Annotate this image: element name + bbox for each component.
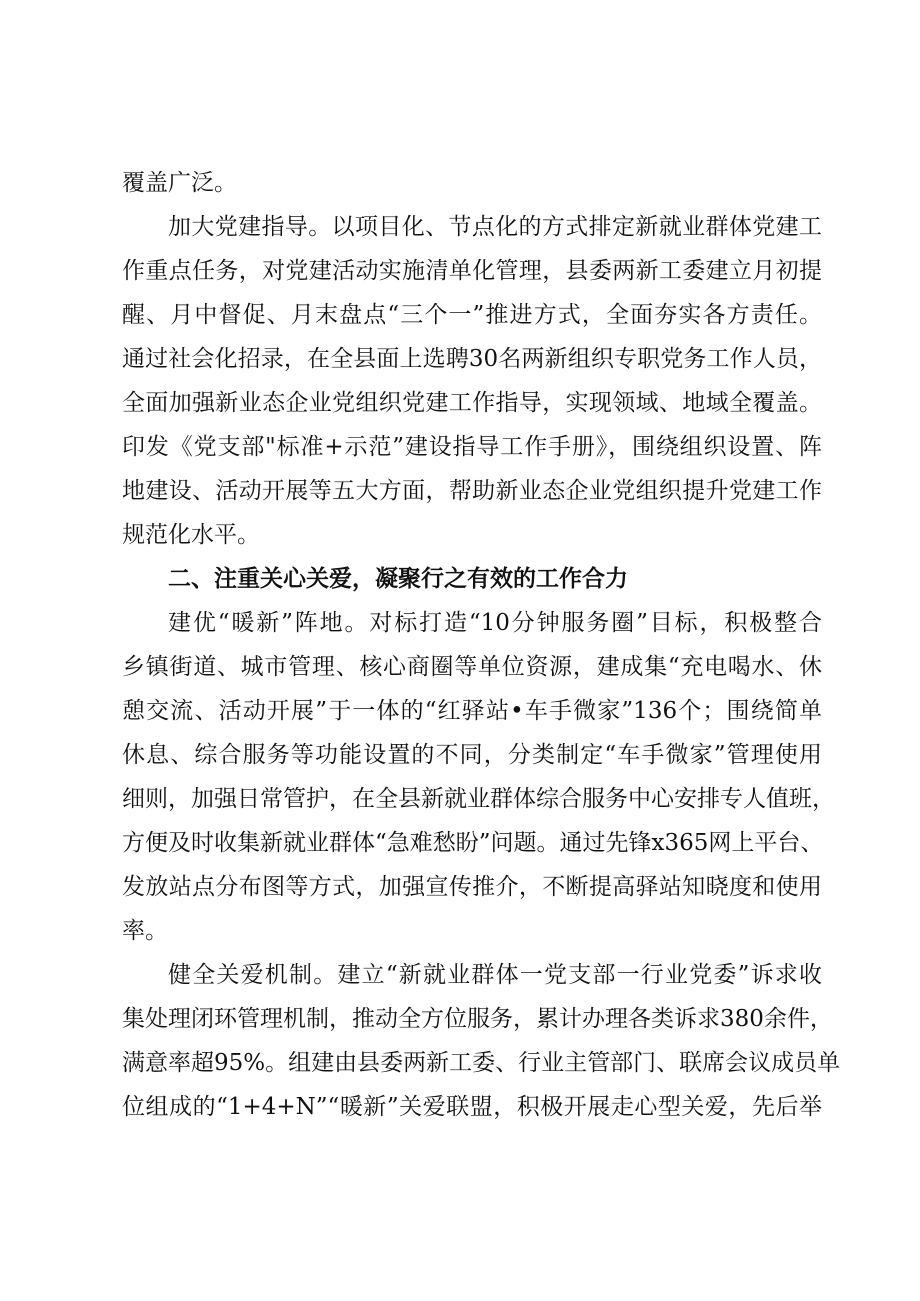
paragraph-line: 方便及时收集新就业群体“急难愁盼”问题。通过先锋x365网上平台、	[122, 830, 824, 856]
paragraph-line: 位组成的“1+4+N”“暖新”关爱联盟，积极开展走心型关爱，先后举	[122, 1094, 822, 1120]
paragraph-line: 集处理闭环管理机制，推动全方位服务，累计办理各类诉求380余件，	[122, 1006, 833, 1032]
paragraph-line: 乡镇街道、城市管理、核心商圈等单位资源，建成集“充电喝水、休	[122, 654, 822, 680]
paragraph-line: 地建设、活动开展等五大方面，帮助新业态企业党组织提升党建工作	[122, 478, 822, 504]
section-heading: 二、注重关心关爱，凝聚行之有效的工作合力	[168, 566, 628, 592]
paragraph-line: 休息、综合服务等功能设置的不同，分类制定“车手微家”管理使用	[122, 742, 822, 768]
paragraph-line: 印发《党支部"标准+示范”建设指导工作手册》，围绕组织设置、阵	[122, 434, 822, 460]
paragraph-line: 健全关爱机制。建立“新就业群体一党支部一行业党委”诉求收	[168, 962, 822, 988]
paragraph-line: 憩交流、活动开展”于一体的“红驿站•车手微家”136个；围绕简单	[122, 698, 822, 724]
paragraph-line: 细则，加强日常管护，在全县新就业群体综合服务中心安排专人值班，	[122, 786, 835, 812]
paragraph-line: 全面加强新业态企业党组织党建工作指导，实现领域、地域全覆盖。	[122, 390, 822, 416]
paragraph-line: 醒、月中督促、月末盘点“三个一”推进方式，全面夯实各方责任。	[122, 302, 822, 328]
paragraph-line: 建优“暖新”阵地。对标打造“10分钟服务圈”目标，积极整合	[168, 610, 822, 636]
paragraph-line: 发放站点分布图等方式，加强宣传推介，不断提高驿站知晓度和使用	[122, 874, 822, 900]
paragraph-line: 规范化水平。	[122, 522, 260, 548]
paragraph-line: 率。	[122, 918, 168, 944]
paragraph-line: 加大党建指导。以项目化、节点化的方式排定新就业群体党建工	[168, 214, 822, 240]
paragraph-line: 作重点任务，对党建活动实施清单化管理，县委两新工委建立月初提	[122, 258, 822, 284]
paragraph-line: 满意率超95%。组建由县委两新工委、行业主管部门、联席会议成员单	[122, 1050, 841, 1076]
paragraph-line: 覆盖广泛。	[122, 170, 237, 196]
paragraph-line: 通过社会化招录，在全县面上选聘30名两新组织专职党务工作人员，	[122, 346, 822, 372]
